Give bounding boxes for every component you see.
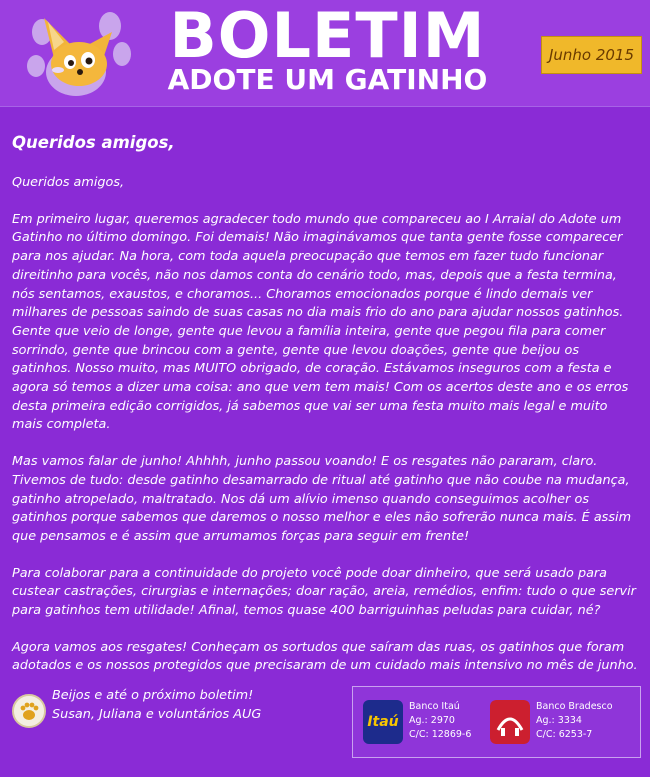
edition-date: Junho 2015 bbox=[548, 46, 635, 64]
newsletter-body bbox=[12, 132, 640, 694]
bank-account: C/C: 6253-7 bbox=[536, 729, 593, 740]
bradesco-logo-icon bbox=[490, 700, 530, 744]
itau-logo-text: Itaú bbox=[367, 714, 399, 730]
newsletter-subtitle: ADOTE UM GATINHO bbox=[167, 63, 488, 96]
bank-accounts-box bbox=[352, 686, 641, 758]
itau-account-info bbox=[409, 700, 471, 742]
newsletter-header bbox=[0, 0, 650, 107]
bank-name: Banco Bradesco bbox=[536, 701, 613, 712]
signature-line-farewell: Beijos e até o próximo boletim! bbox=[52, 688, 254, 703]
itau-logo-icon bbox=[363, 700, 403, 744]
signature-block bbox=[12, 686, 342, 730]
newsletter-title: BOLETIM bbox=[169, 0, 486, 72]
bank-account: C/C: 12869-6 bbox=[409, 729, 472, 740]
body-paragraph: Mas vamos falar de junho! Ahhhh, junho passou voando! E os resgates não pararam, claro. Tivemos de tudo: desde gatinho desamarrado de ritual até gatinho que não coube na mudança, gatinho atropelado, maltratado. Nos dá um alívio imenso quando conseguimos acolher os gatinhos porque sabemos que daremos o nosso melhor e eles não sofrerão nunca mais. É assim que pensamos e é assim que arrumamos forças para seguir em frente! bbox=[12, 454, 632, 544]
body-paragraph: Para colaborar para a continuidade do projeto você pode doar dinheiro, que será usado para custear castrações, cirurgias e internações; doar ração, areia, remédios, enfim: tudo o que servir para gatinhos tem utilidade! Afinal, temos quase 400 barriguinhas peludas para cuidar, né? bbox=[12, 565, 636, 619]
bradesco-account-info bbox=[536, 700, 613, 742]
bank-agency: Ag.: 2970 bbox=[409, 715, 455, 726]
bank-name: Banco Itaú bbox=[409, 701, 460, 712]
signature-text bbox=[52, 686, 261, 724]
greeting-heading: Queridos amigos, bbox=[12, 133, 175, 152]
body-paragraph: Queridos amigos, bbox=[12, 175, 125, 190]
edition-date-badge bbox=[541, 36, 642, 74]
body-paragraph: Agora vamos aos resgates! Conheçam os sortudos que saíram das ruas, os gatinhos que foram adotados e os nossos protegidos que precisaram de um cuidado mais intensivo no mês de junho. bbox=[12, 639, 638, 674]
cat-paw-logo-icon bbox=[24, 10, 134, 100]
body-paragraph: Em primeiro lugar, queremos agradecer todo mundo que compareceu ao I Arraial do Adote um Gatinho no último domingo. Foi demais! Não imaginávamos que tanta gente fosse comparecer para nos ajudar. Na hora, com toda aquela preocupação que temos em fazer tudo funcionar direitinho para vocês, não nos damos conta do cenário todo, mas, depois que a festa termina, nós sentamos, exaustos, e choramos... Choramos emocionados porque é lindo demais ver milhares de pessoas saindo de suas casas no dia mais frio do ano para ajudar nossos gatinhos. Gente que veio de longe, gente que levou a família inteira, gente que pegou fila para comer sorrindo, gente que brincou com a gente, gente que levou doações, gente que beijou os gatinhos. Nosso muito, mas MUITO obrigado, de coração. Estávamos inseguros com a festa e agora só temos a dizer uma coisa: ano que vem tem mais! Com os acertos deste ano e os erros desta primeira edição corrigidos, já sabemos que vai ser uma festa muito mais legal e muito mais completa. bbox=[12, 211, 629, 433]
signature-line-names: Susan, Juliana e voluntários AUG bbox=[52, 707, 262, 722]
bank-agency: Ag.: 3334 bbox=[536, 715, 582, 726]
paw-icon bbox=[12, 694, 46, 728]
